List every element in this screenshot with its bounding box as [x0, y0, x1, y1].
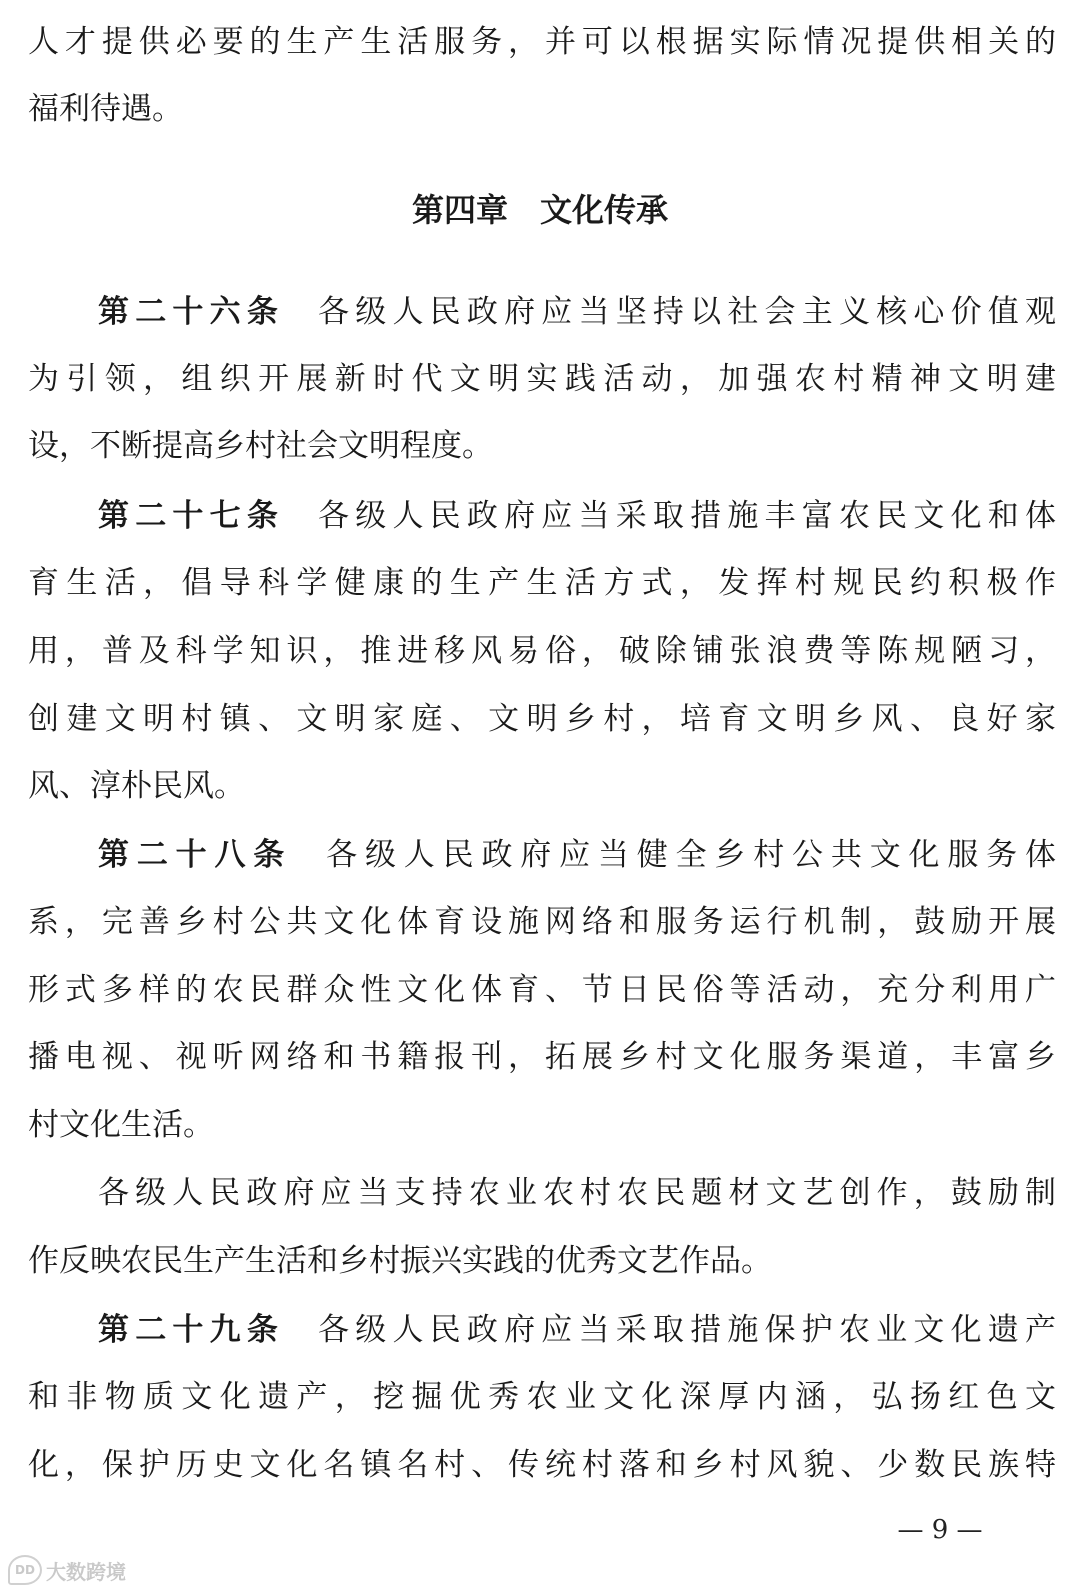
- text-run: 各级人民政府应当健全乡村公共文化服务体: [326, 837, 1057, 873]
- text-line: 村文化生活。: [28, 1107, 214, 1143]
- article-28-label: 第二十八条: [98, 837, 293, 873]
- article-28-first-line: [98, 835, 1056, 875]
- text-line: 风、淳朴民风。: [28, 768, 245, 804]
- text-line: 作反映农民生产生活和乡村振兴实践的优秀文艺作品。: [28, 1243, 772, 1279]
- text-line: 系，完善乡村公共文化体育设施网络和服务运行机制，鼓励开展: [28, 904, 1056, 940]
- text-line: 设，不断提高乡村社会文明程度。: [28, 428, 493, 464]
- page-number: — 9 —: [897, 1515, 983, 1545]
- text-line: 福利待遇。: [28, 91, 183, 127]
- chapter-heading: 第四章 文化传承: [411, 191, 668, 229]
- text-line: 育生活，倡导科学健康的生产生活方式，发挥村规民约积极作: [28, 565, 1056, 601]
- article-26-label: 第二十六条: [98, 294, 285, 330]
- text-run: 各级人民政府应当采取措施丰富农民文化和体: [318, 498, 1057, 534]
- text-line: 用，普及科学知识，推进移风易俗，破除铺张浪费等陈规陋习，: [28, 633, 1056, 669]
- article-29-label: 第二十九条: [98, 1312, 285, 1348]
- article-27-label: 第二十七条: [98, 498, 285, 534]
- text-line: 化，保护历史文化名镇名村、传统村落和乡村风貌、少数民族特: [28, 1447, 1056, 1483]
- text-line: 和非物质文化遗产，挖掘优秀农业文化深厚内涵，弘扬红色文: [28, 1379, 1056, 1415]
- text-line: 创建文明村镇、文明家庭、文明乡村，培育文明乡风、良好家: [28, 701, 1056, 737]
- text-run: 各级人民政府应当采取措施保护农业文化遗产: [318, 1312, 1057, 1348]
- text-run: 各级人民政府应当坚持以社会主义核心价值观: [318, 294, 1057, 330]
- text-line: 人才提供必要的生产生活服务，并可以根据实际情况提供相关的: [28, 24, 1056, 60]
- watermark-text: 大数跨境: [46, 1559, 126, 1584]
- watermark-logo-icon: DD: [8, 1555, 42, 1585]
- watermark: [8, 1552, 126, 1588]
- text-line: 形式多样的农民群众性文化体育、节日民俗等活动，充分利用广: [28, 972, 1056, 1008]
- article-29-first-line: [98, 1310, 1056, 1350]
- text-line: 各级人民政府应当支持农业农村农民题材文艺创作，鼓励制: [98, 1175, 1056, 1211]
- text-line: 播电视、视听网络和书籍报刊，拓展乡村文化服务渠道，丰富乡: [28, 1039, 1056, 1075]
- article-26-first-line: [98, 292, 1056, 332]
- text-line: 为引领，组织开展新时代文明实践活动，加强农村精神文明建: [28, 361, 1056, 397]
- article-27-first-line: [98, 496, 1056, 536]
